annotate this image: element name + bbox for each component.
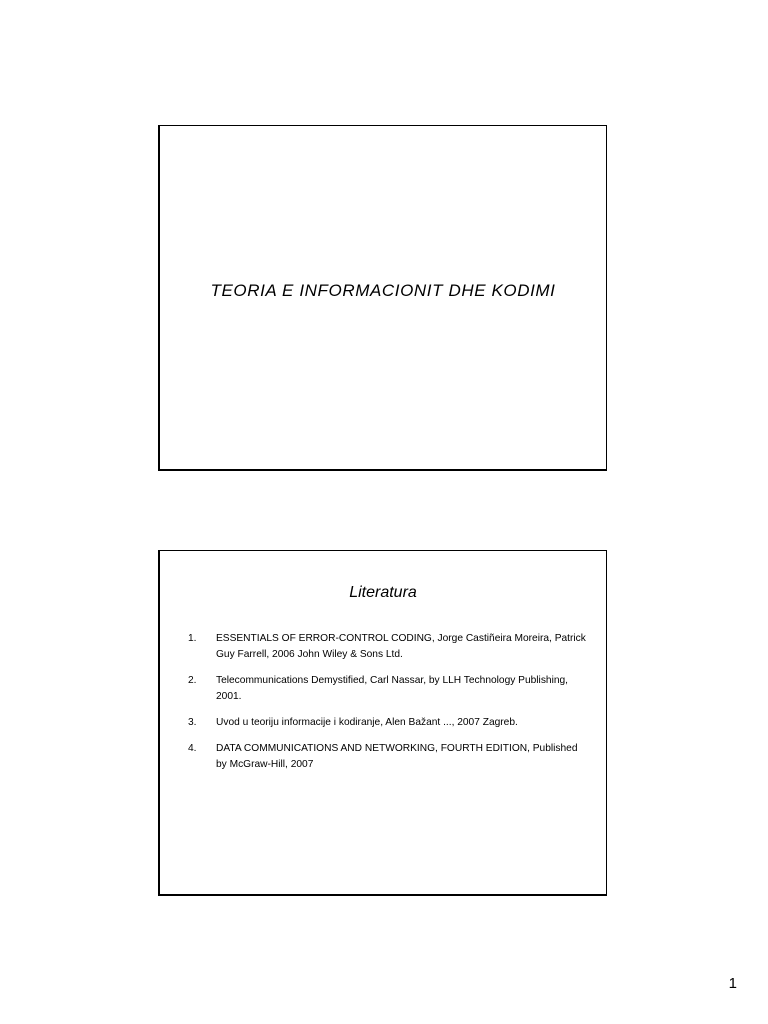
slide-title: Literatura	[349, 584, 417, 601]
page-number: 1	[728, 975, 737, 992]
slide-title-page	[158, 125, 607, 471]
reference-item	[188, 673, 586, 705]
reference-item	[188, 741, 586, 773]
reference-text: DATA COMMUNICATIONS AND NETWORKING, FOURTH EDITION, Published by McGraw-Hill, 2007	[216, 743, 578, 770]
reference-item	[188, 631, 586, 663]
slide-title: TEORIA E INFORMACIONIT DHE KODIMI	[210, 281, 556, 300]
slide-literature	[158, 550, 607, 896]
reference-number: 4.	[188, 743, 197, 754]
reference-number: 3.	[188, 717, 197, 728]
reference-item	[188, 715, 586, 731]
reference-text: Uvod u teoriju informacije i kodiranje, Alen Bažant ..., 2007 Zagreb.	[216, 717, 518, 728]
reference-number: 1.	[188, 633, 197, 644]
reference-number: 2.	[188, 675, 197, 686]
reference-text: ESSENTIALS OF ERROR-CONTROL CODING, Jorge Castiñeira Moreira, Patrick Guy Farrell, 2006 John Wiley & Sons Ltd.	[216, 633, 586, 660]
reference-text: Telecommunications Demystified, Carl Nassar, by LLH Technology Publishing, 2001.	[216, 675, 569, 702]
reference-list	[188, 631, 586, 783]
